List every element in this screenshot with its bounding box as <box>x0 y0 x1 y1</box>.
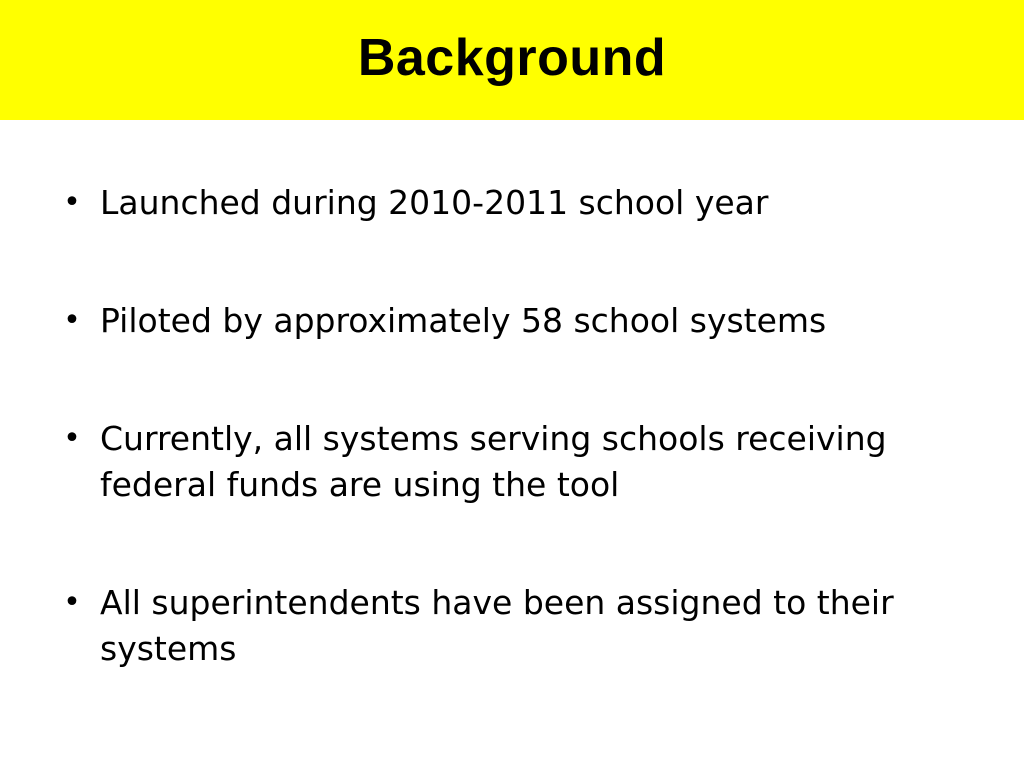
bullet-dot-icon: • <box>63 421 81 456</box>
bullet-text: Currently, all systems serving schools receiving federal funds are using the tool <box>100 419 887 504</box>
bullet-text: Piloted by approximately 58 school systems <box>100 301 827 340</box>
title-bar <box>0 0 1024 120</box>
bullet-item <box>60 180 980 226</box>
bullet-dot-icon: • <box>63 185 81 220</box>
bullet-item <box>60 298 980 344</box>
bullet-text: All superintendents have been assigned to their systems <box>100 583 894 668</box>
bullet-dot-icon: • <box>63 303 81 338</box>
bullet-text: Launched during 2010-2011 school year <box>100 183 769 222</box>
bullet-item <box>60 580 980 672</box>
bullet-dot-icon: • <box>63 585 81 620</box>
bullet-list <box>60 180 980 744</box>
slide-title: Background <box>357 29 667 87</box>
bullet-item <box>60 416 980 508</box>
